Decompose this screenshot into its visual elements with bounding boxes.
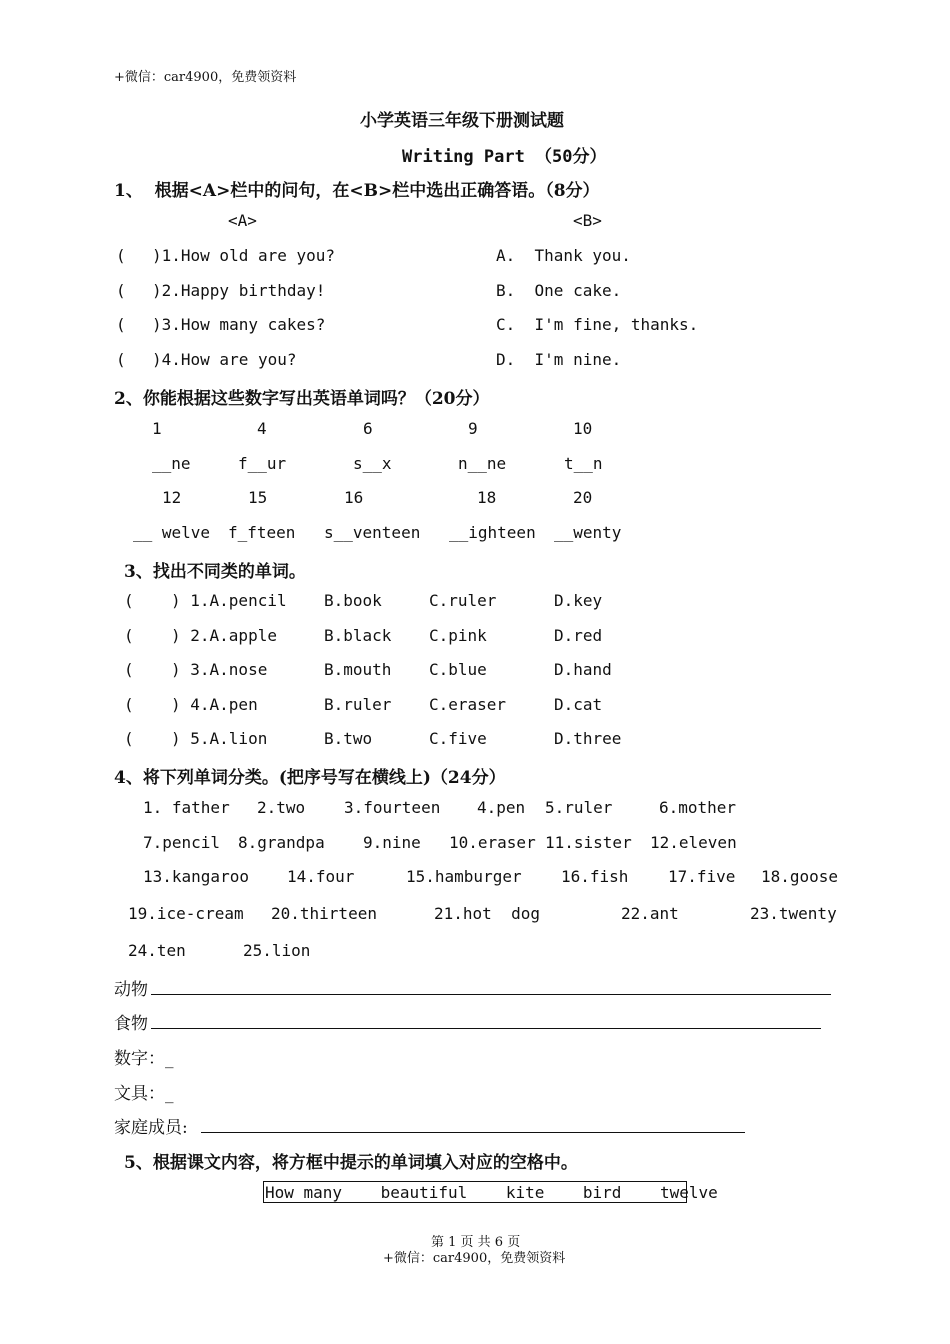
option-b: B.ruler <box>324 695 392 714</box>
number-label: 12 <box>162 488 182 507</box>
column-b-label: <B> <box>573 211 602 230</box>
answer-option: C. I'm fine, thanks. <box>496 315 699 334</box>
option-a: ) 1.A.pencil <box>171 591 287 610</box>
option-d: D.key <box>554 591 603 610</box>
word-box <box>263 1181 718 1203</box>
category-family-label: 家庭成员: <box>114 1118 188 1138</box>
word-item: 8.grandpa <box>238 833 325 852</box>
header-note: +微信：car4900，免费领资料 <box>114 70 297 85</box>
word-item: 4.pen <box>477 798 526 817</box>
word-item: 5.ruler <box>545 798 613 817</box>
word-item: 6.mother <box>659 798 737 817</box>
option-d: D.cat <box>554 695 603 714</box>
option-a: ) 5.A.lion <box>171 729 268 748</box>
word-item: 18.goose <box>761 867 839 886</box>
option-d: D.hand <box>554 660 612 679</box>
section2-heading: 2、你能根据这些数字写出英语单词吗？（20分） <box>114 389 490 409</box>
word-item: 15.hamburger <box>406 867 522 886</box>
answer-paren: ( <box>124 660 134 679</box>
word-item: 11.sister <box>545 833 632 852</box>
footer-note: +微信：car4900，免费领资料 <box>383 1251 566 1266</box>
question-text: )3.How many cakes? <box>152 315 326 334</box>
column-a-label: <A> <box>228 211 257 230</box>
word-item: 1. father <box>143 798 230 817</box>
number-label: 4 <box>257 419 267 438</box>
fill-blank-word: __ne <box>152 454 191 473</box>
fill-blank-word: __wenty <box>554 523 622 542</box>
category-animals-blank[interactable] <box>151 994 831 995</box>
page-title: 小学英语三年级下册测试题 <box>360 111 564 131</box>
number-label: 20 <box>573 488 593 507</box>
word-item: 7.pencil <box>143 833 221 852</box>
option-d: D.three <box>554 729 622 748</box>
number-label: 10 <box>573 419 593 438</box>
number-label: 15 <box>248 488 268 507</box>
word-item: 3.fourteen <box>344 798 441 817</box>
fill-blank-word: t__n <box>564 454 603 473</box>
fill-blank-word: f__ur <box>238 454 287 473</box>
word-item: 17.five <box>668 867 736 886</box>
fill-blank-word: s__x <box>353 454 392 473</box>
option-c: C.five <box>429 729 487 748</box>
page-number: 第 1 页 共 6 页 <box>431 1235 521 1250</box>
option-a: ) 4.A.pen <box>171 695 258 714</box>
option-a: ) 2.A.apple <box>171 626 277 645</box>
category-stationery-label: 文具：_ <box>114 1084 174 1104</box>
answer-option: B. One cake. <box>496 281 622 300</box>
question-text: )4.How are you? <box>152 350 297 369</box>
fill-blank-word: s__venteen <box>324 523 421 542</box>
word-item: 23.twenty <box>750 904 837 923</box>
word-item: 24.ten <box>128 941 186 960</box>
option-c: C.ruler <box>429 591 497 610</box>
word-item: 20.thirteen <box>271 904 377 923</box>
word-box-text: How many beautiful kite bird twelve <box>265 1183 718 1202</box>
answer-paren: ( <box>116 281 126 300</box>
word-item: 22.ant <box>621 904 679 923</box>
word-item: 9.nine <box>363 833 421 852</box>
word-item: 13.kangaroo <box>143 867 249 886</box>
answer-paren: ( <box>116 350 126 369</box>
answer-paren: ( <box>124 591 134 610</box>
option-c: C.eraser <box>429 695 507 714</box>
word-item: 12.eleven <box>650 833 737 852</box>
word-item: 2.two <box>257 798 306 817</box>
fill-blank-word: __ighteen <box>449 523 536 542</box>
word-item: 10.eraser <box>449 833 536 852</box>
section5-heading: 5、根据课文内容，将方框中提示的单词填入对应的空格中。 <box>124 1153 578 1173</box>
word-item: 16.fish <box>561 867 629 886</box>
answer-paren: ( <box>124 626 134 645</box>
number-label: 16 <box>344 488 364 507</box>
question-text: )1.How old are you? <box>152 246 336 265</box>
option-b: B.black <box>324 626 392 645</box>
option-a: ) 3.A.nose <box>171 660 268 679</box>
option-c: C.pink <box>429 626 487 645</box>
word-item: 21.hot dog <box>434 904 540 923</box>
option-b: B.two <box>324 729 373 748</box>
fill-blank-word: f_fteen <box>228 523 296 542</box>
option-b: B.mouth <box>324 660 392 679</box>
fill-blank-word: n__ne <box>458 454 507 473</box>
option-b: B.book <box>324 591 382 610</box>
answer-option: A. Thank you. <box>496 246 631 265</box>
option-c: C.blue <box>429 660 487 679</box>
category-numbers-label: 数字：_ <box>114 1049 174 1069</box>
answer-option: D. I'm nine. <box>496 350 622 369</box>
category-animals-label: 动物 <box>114 980 148 1000</box>
answer-paren: ( <box>116 315 126 334</box>
question-text: )2.Happy birthday! <box>152 281 326 300</box>
answer-paren: ( <box>124 729 134 748</box>
word-item: 19.ice-cream <box>128 904 244 923</box>
category-food-label: 食物 <box>114 1014 148 1034</box>
answer-paren: ( <box>116 246 126 265</box>
number-label: 18 <box>477 488 497 507</box>
answer-paren: ( <box>124 695 134 714</box>
category-food-blank[interactable] <box>151 1028 821 1029</box>
section3-heading: 3、找出不同类的单词。 <box>124 562 306 582</box>
number-label: 1 <box>152 419 162 438</box>
category-family-blank[interactable] <box>201 1132 745 1133</box>
page-subtitle: Writing Part （50分） <box>402 147 607 167</box>
number-label: 6 <box>363 419 373 438</box>
section4-heading: 4、将下列单词分类。(把序号写在横线上)（24分） <box>114 768 506 788</box>
word-item: 14.four <box>287 867 355 886</box>
fill-blank-word: __ welve <box>133 523 211 542</box>
number-label: 9 <box>468 419 478 438</box>
section1-heading: 1、 根据<A>栏中的问句，在<B>栏中选出正确答语。（8分） <box>114 181 600 201</box>
option-d: D.red <box>554 626 603 645</box>
word-item: 25.lion <box>243 941 311 960</box>
